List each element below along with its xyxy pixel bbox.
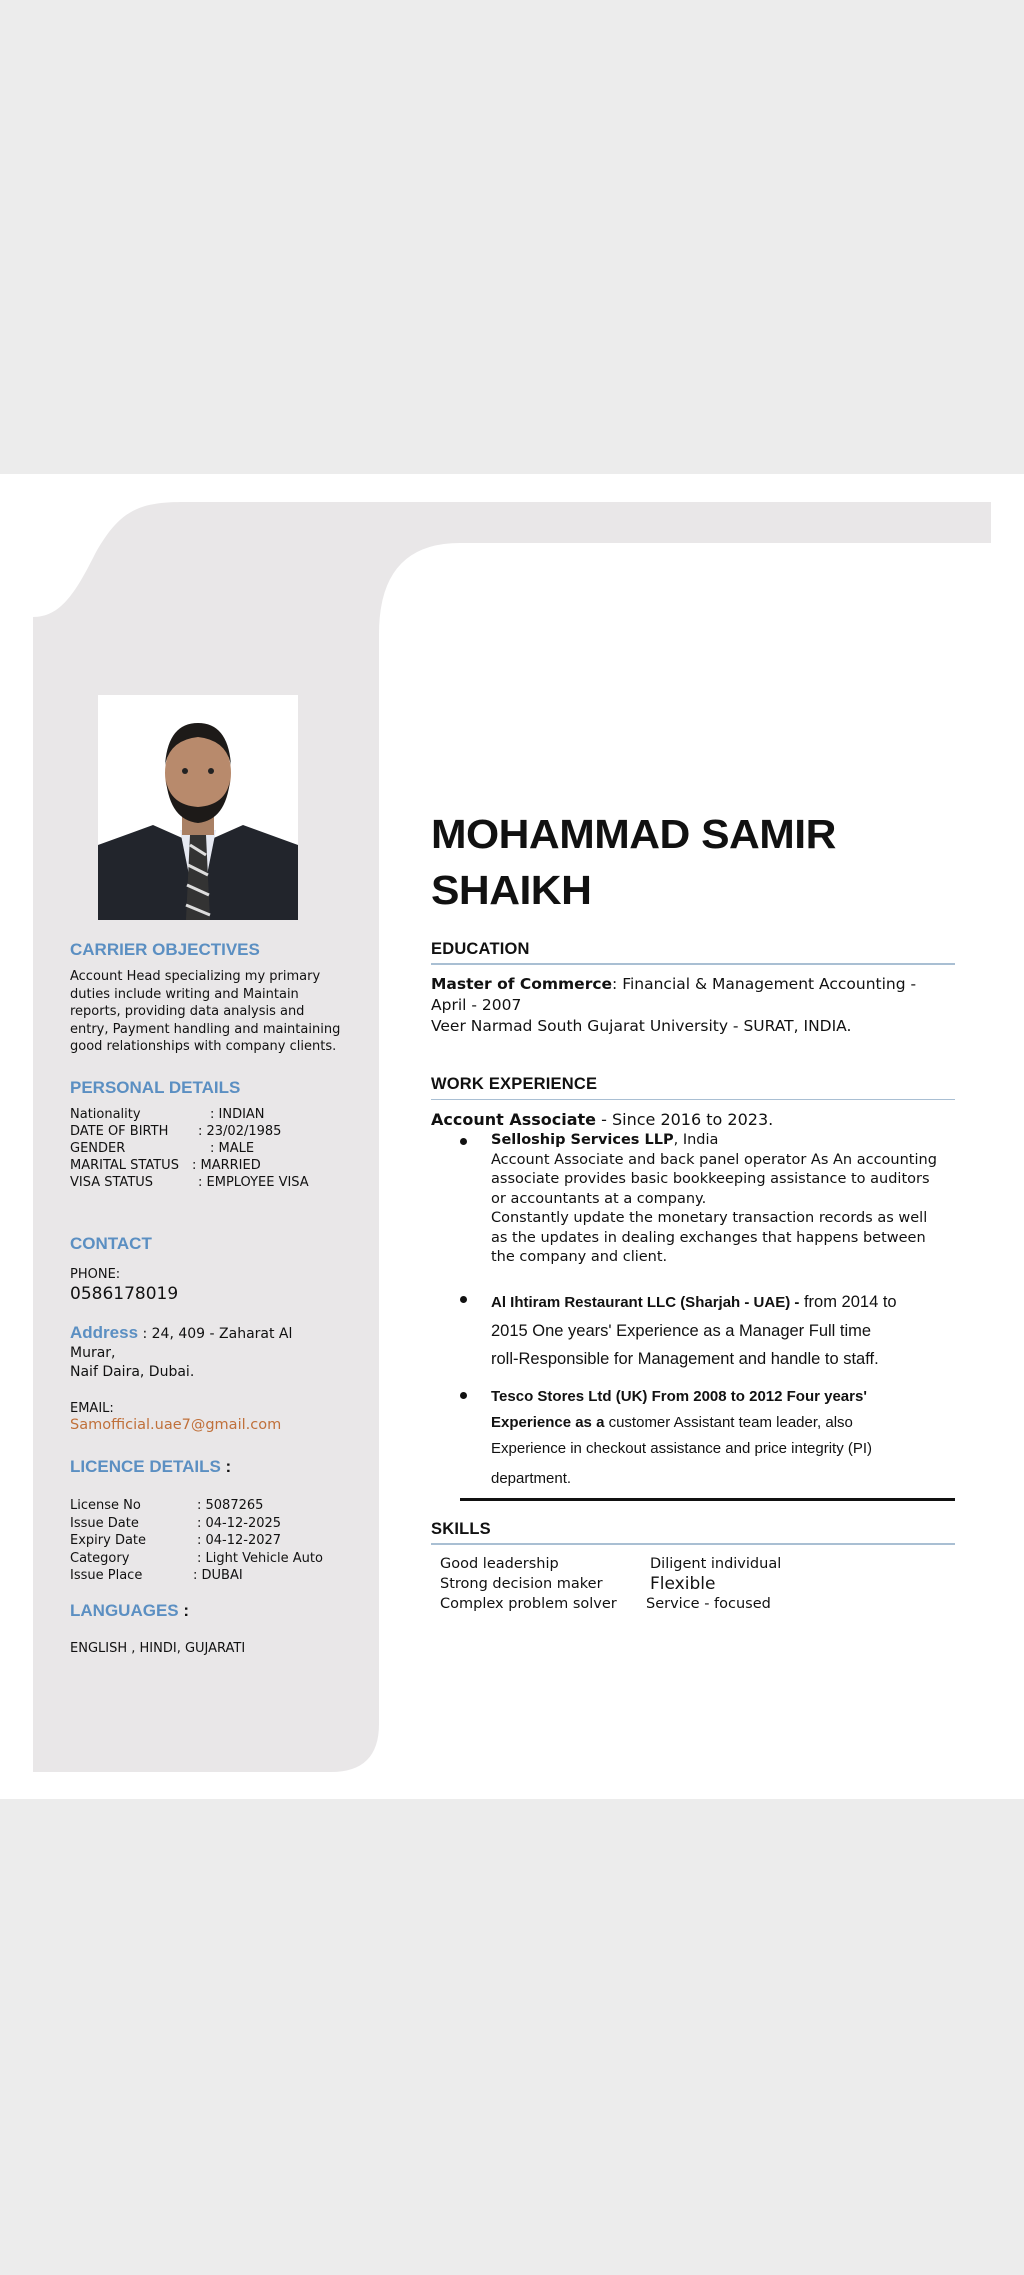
work-title	[431, 1110, 773, 1129]
email-link[interactable]: Samofficial.uae7@gmail.com	[70, 1417, 282, 1433]
degree: Master of Commerce	[431, 975, 613, 993]
section-divider	[460, 1498, 955, 1501]
row-label: Nationality	[70, 1107, 141, 1122]
languages-value: ENGLISH , HINDI, GUJARATI	[70, 1641, 246, 1656]
row-label: License No	[70, 1498, 141, 1513]
job-period: - Since 2016 to 2023.	[596, 1110, 774, 1129]
address-line: : 24, 409 - Zaharat Al	[138, 1326, 293, 1342]
row-label: Issue Date	[70, 1515, 139, 1531]
licence-row	[70, 1567, 323, 1585]
row-value: : 04-12-2027	[197, 1533, 282, 1548]
skill: Service - focused	[646, 1596, 771, 1612]
education-entry	[431, 974, 916, 1037]
row-value: : INDIAN	[210, 1107, 265, 1122]
job-selloship	[491, 1131, 937, 1268]
row-value: : MALE	[210, 1141, 255, 1156]
bullet-icon	[460, 1392, 467, 1399]
row-label: GENDER	[70, 1141, 126, 1156]
licence-heading-text: LICENCE DETAILS	[70, 1457, 221, 1476]
personal-row	[70, 1140, 309, 1157]
job-line: Constantly update the monetary transaction records as well	[491, 1210, 928, 1226]
row-value: : DUBAI	[193, 1568, 243, 1583]
work-divider	[431, 1099, 955, 1100]
skill: Diligent individual	[650, 1556, 782, 1572]
languages-heading	[70, 1601, 189, 1621]
company: Al Ihtiram Restaurant LLC (Sharjah - UAE) -	[491, 1294, 800, 1311]
education-date: April - 2007	[431, 996, 522, 1014]
licence-list	[70, 1497, 323, 1585]
objectives-text	[70, 968, 340, 1056]
skills-divider	[431, 1543, 955, 1545]
job-line: as the updates in dealing exchanges that happens between	[491, 1229, 926, 1246]
skill: Flexible	[650, 1574, 716, 1594]
skill: Complex problem solver	[440, 1596, 617, 1612]
heading-colon: :	[220, 1457, 232, 1476]
job-line: 2015 One years' Experience as a Manager Full time	[491, 1322, 872, 1340]
objectives-line: reports, providing data analysis and	[70, 1004, 305, 1019]
company-location: , India	[673, 1132, 719, 1148]
row-value: : EMPLOYEE VISA	[198, 1175, 309, 1190]
row-value: : MARRIED	[192, 1158, 261, 1173]
name-line-1: MOHAMMAD SAMIR	[431, 811, 836, 857]
heading-colon: :	[178, 1601, 190, 1620]
row-label: Issue Place	[70, 1568, 143, 1583]
name-line-2: SHAIKH	[431, 867, 592, 913]
address	[70, 1323, 292, 1382]
job-line: customer Assistant team leader, also	[604, 1414, 853, 1431]
degree-field: : Financial & Management Accounting -	[612, 975, 917, 993]
objectives-line: entry, Payment handling and maintaining	[70, 1021, 341, 1037]
licence-row	[70, 1550, 323, 1568]
personal-row	[70, 1174, 309, 1191]
licence-row	[70, 1515, 323, 1533]
row-label: VISA STATUS	[70, 1175, 154, 1190]
languages-heading-text: LANGUAGES	[70, 1601, 179, 1620]
job-al-ihtiram	[491, 1288, 897, 1373]
skills-col-1	[440, 1554, 617, 1614]
skills-heading: SKILLS	[431, 1520, 491, 1538]
address-line: Naif Daira, Dubai.	[70, 1364, 195, 1380]
objectives-line: Account Head specializing my primary	[70, 969, 321, 984]
objectives-line: duties include writing and Maintain	[70, 986, 299, 1002]
licence-row	[70, 1497, 323, 1515]
job-line: Account Associate and back panel operator As An accounting	[491, 1151, 937, 1168]
row-value: : Light Vehicle Auto	[197, 1550, 323, 1566]
job-title: Account Associate	[431, 1110, 597, 1129]
education-divider	[431, 963, 955, 965]
objectives-line: good relationships with company clients.	[70, 1039, 337, 1054]
job-line: from 2014 to	[799, 1293, 897, 1311]
row-label: MARITAL STATUS	[70, 1158, 179, 1173]
bullet-icon	[460, 1138, 467, 1145]
skill: Strong decision maker	[440, 1576, 603, 1592]
job-tesco	[491, 1384, 872, 1492]
objectives-heading: CARRIER OBJECTIVES	[70, 940, 260, 959]
email-label: EMAIL:	[70, 1401, 114, 1416]
bullet-icon	[460, 1296, 467, 1303]
resume-page	[0, 474, 1024, 1799]
phone-label: PHONE:	[70, 1267, 121, 1282]
university: Veer Narmad South Gujarat University - SURAT, INDIA.	[431, 1017, 852, 1035]
personal-details-list	[70, 1106, 309, 1191]
company: Selloship Services LLP	[491, 1132, 674, 1148]
personal-details-heading: PERSONAL DETAILS	[70, 1078, 241, 1097]
job-line: or accountants at a company.	[491, 1190, 707, 1207]
row-label: DATE OF BIRTH	[70, 1124, 169, 1139]
personal-row	[70, 1106, 309, 1123]
work-heading: WORK EXPERIENCE	[431, 1075, 598, 1093]
skills-col-2	[646, 1554, 782, 1614]
job-line: the company and client.	[491, 1249, 668, 1265]
profile-photo	[98, 695, 298, 920]
phone-number[interactable]: 0586178019	[70, 1284, 179, 1304]
skill: Good leadership	[440, 1556, 559, 1572]
job-line: Experience in checkout assistance and price integrity (PI)	[491, 1440, 873, 1457]
row-label: Expiry Date	[70, 1533, 147, 1548]
personal-row	[70, 1123, 309, 1140]
job-line: roll-Responsible for Management and handle to staff.	[491, 1350, 879, 1368]
row-value: : 23/02/1985	[198, 1124, 282, 1139]
row-label: Category	[70, 1550, 130, 1566]
job-line: associate provides basic bookkeeping assistance to auditors	[491, 1171, 930, 1187]
row-value: : 04-12-2025	[197, 1515, 282, 1531]
row-value: : 5087265	[197, 1498, 264, 1513]
job-line: department.	[491, 1470, 572, 1487]
address-line: Murar,	[70, 1345, 116, 1361]
licence-row	[70, 1532, 323, 1550]
education-heading: EDUCATION	[431, 940, 530, 958]
personal-row	[70, 1157, 309, 1174]
company: Tesco Stores Ltd (UK) From 2008 to 2012 Four years'	[491, 1388, 867, 1405]
job-role-prefix: Experience as a	[491, 1414, 605, 1431]
address-label: Address	[70, 1323, 139, 1342]
contact-heading: CONTACT	[70, 1234, 152, 1253]
licence-heading	[70, 1457, 231, 1477]
